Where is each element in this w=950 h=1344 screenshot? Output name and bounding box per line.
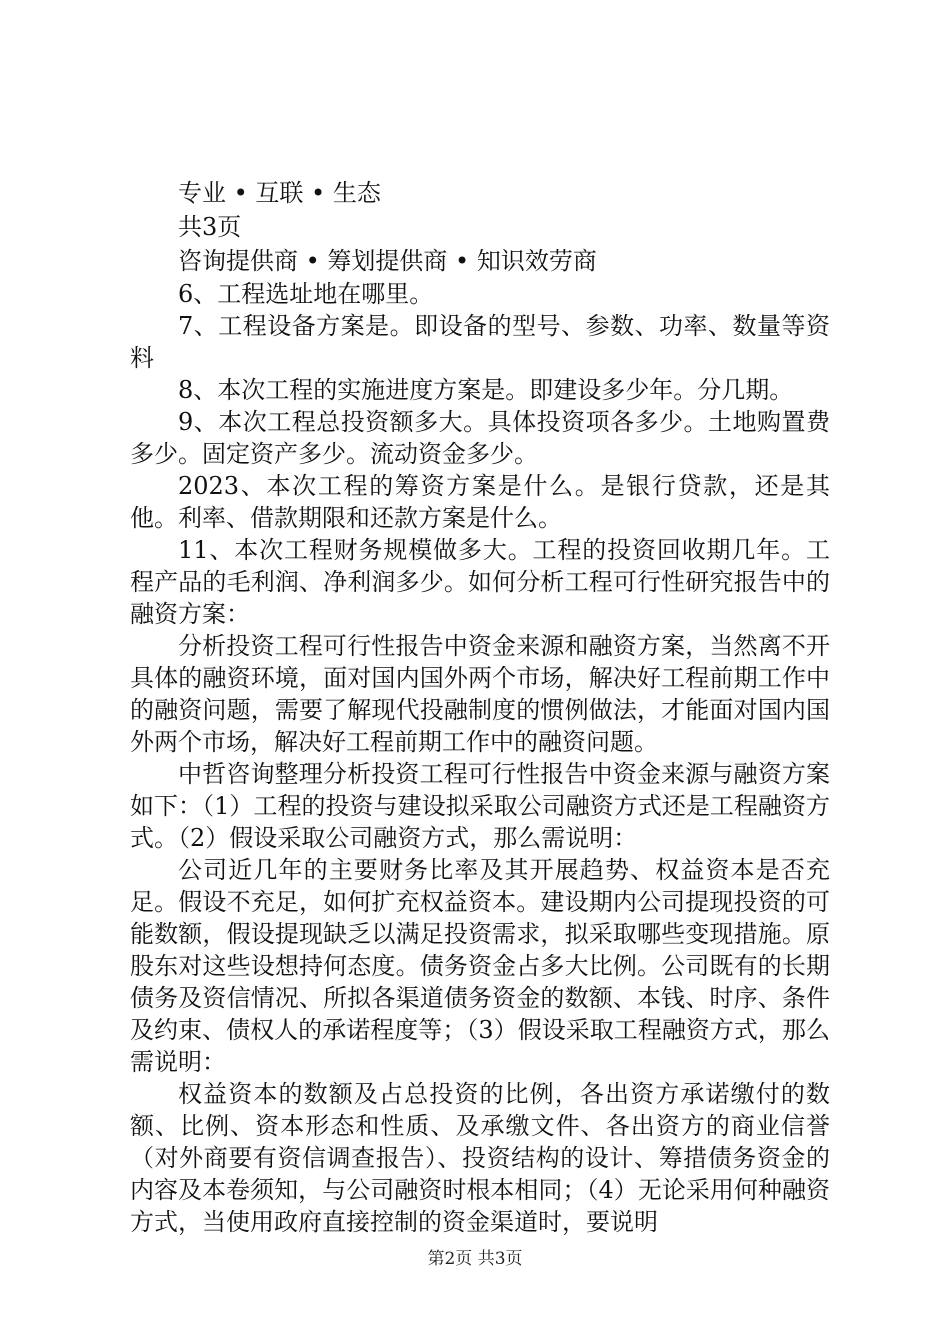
paragraph: 中哲咨询整理分析投资工程可行性报告中资金来源与融资方案如下：（1）工程的投资与建设拟采取公司融资方式还是工程融资方式。（2）假设采取公司融资方式，那么需说明： (130, 760, 830, 852)
paragraph: 公司近几年的主要财务比率及其开展趋势、权益资本是否充足。假设不充足，如何扩充权益资本。建设期内公司提现投资的可能数额，假设提现缺乏以满足投资需求，拟采取哪些变现措施。原股东对这些设想持何态度。债务资金占多大比例。公司既有的长期债务及资信情况、所拟各渠道债务资金的数额、本钱、时序、条件及约束、债权人的承诺程度等；（3）假设采取工程融资方式，那么需说明： (130, 856, 830, 1076)
header-slogan: 专业 • 互联 • 生态 (178, 179, 381, 207)
paragraph: 7、工程设备方案是。即设备的型号、参数、功率、数量等资料 (130, 312, 830, 372)
paragraph: 8、本次工程的实施进度方案是。即建设多少年。分几期。 (178, 376, 794, 404)
header-services: 咨询提供商 • 筹划提供商 • 知识效劳商 (178, 247, 597, 275)
paragraph: 11、本次工程财务规模做多大。工程的投资回收期几年。工程产品的毛利润、净利润多少。如何分析工程可行性研究报告中的融资方案： (130, 536, 830, 628)
paragraph: 9、本次工程总投资额多大。具体投资项各多少。土地购置费多少。固定资产多少。流动资金多少。 (130, 408, 830, 468)
paragraph: 权益资本的数额及占总投资的比例，各出资方承诺缴付的数额、比例、资本形态和性质、及承缴文件、各出资方的商业信誉（对外商要有资信调查报告）、投资结构的设计、筹措债务资金的内容及本卷须知，与公司融资时根本相同；（4）无论采用何种融资方式，当使用政府直接控制的资金渠道时，要说明 (130, 1080, 830, 1236)
paragraph: 2023、本次工程的筹资方案是什么。是银行贷款，还是其他。利率、借款期限和还款方案是什么。 (130, 472, 830, 532)
paragraph: 6、工程选址地在哪里。 (178, 280, 434, 308)
page-footer: 第2页 共3页 (427, 1249, 523, 1269)
page-content (130, 176, 830, 1238)
paragraph: 分析投资工程可行性报告中资金来源和融资方案，当然离不开具体的融资环境，面对国内国外两个市场，解决好工程前期工作中的融资问题，需要了解现代投融制度的惯例做法，才能面对国内国外两个市场，解决好工程前期工作中的融资问题。 (130, 632, 830, 756)
header-page-count: 共3页 (178, 213, 242, 241)
